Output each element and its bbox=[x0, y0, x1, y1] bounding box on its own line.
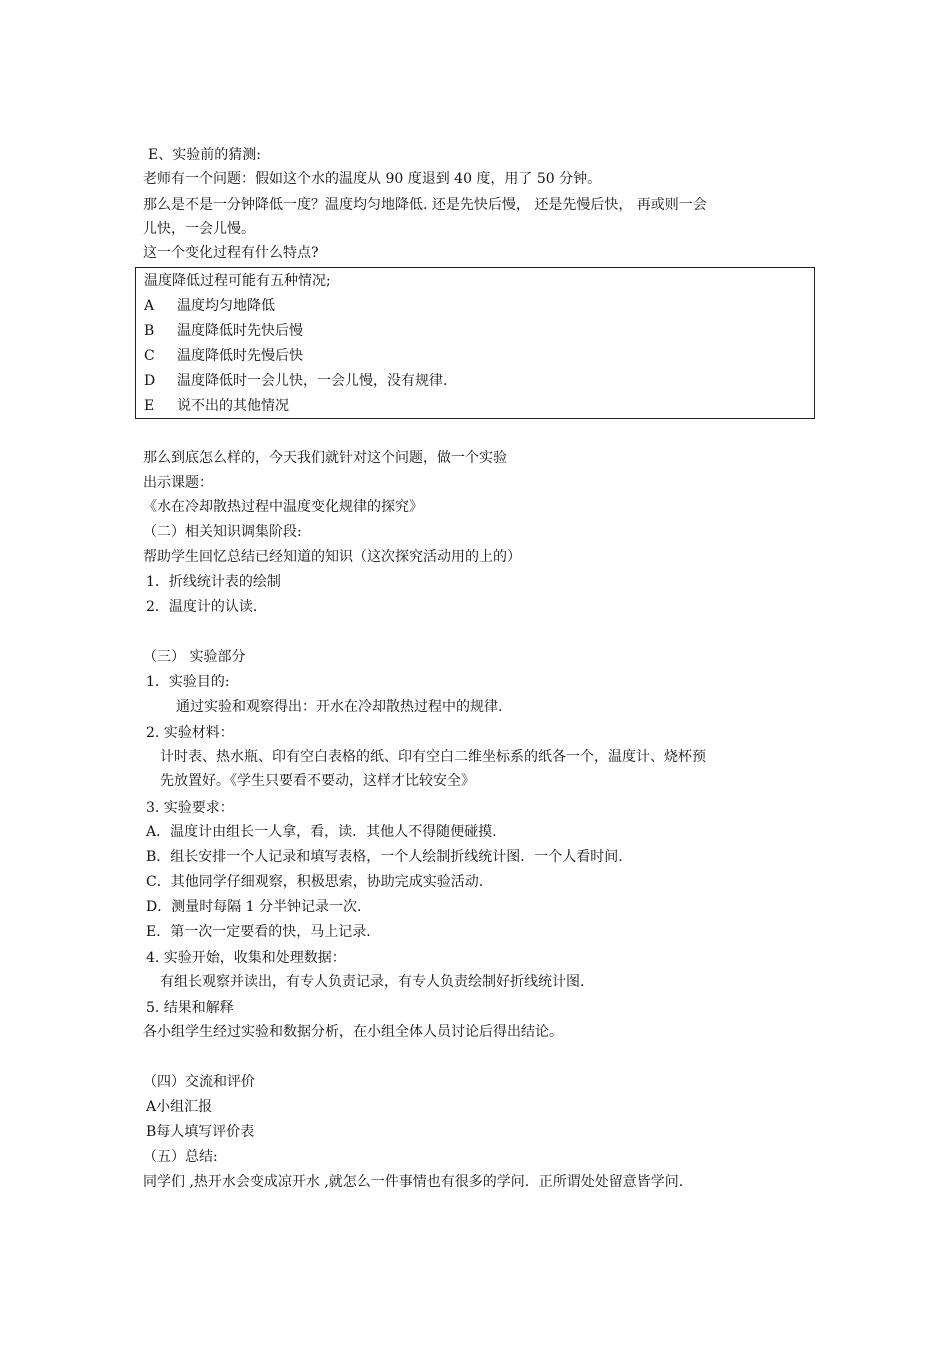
option-text: 温度均匀地降低 bbox=[177, 298, 275, 314]
option-text: 温度降低时一会儿快，一会儿慢，没有规律. bbox=[177, 373, 448, 389]
guess-line3a: 那么是不是一分钟降低一度？温度均匀地降低. 还是先快后慢， 还是先慢后快， 再或则一会 bbox=[143, 197, 707, 213]
section-3-item-2: 2. 实验材料： bbox=[146, 725, 234, 741]
section-2-intro: 帮助学生回忆总结已经知道的知识（这次探究活动用的上的） bbox=[143, 549, 521, 565]
option-text: 温度降低时先慢后快 bbox=[177, 348, 303, 364]
section-4-item-b: B每人填写评价表 bbox=[146, 1124, 255, 1140]
section-3-item-2-text-b: 先放置好。《学生只要看不要动，这样才比较安全》 bbox=[160, 773, 475, 789]
body-line-1: 那么到底怎么样的，今天我们就针对这个问题，做一个实验 bbox=[143, 450, 507, 466]
guess-question: 老师有一个问题：假如这个水的温度从 90 度退到 40 度，用了 50 分钟。 bbox=[143, 171, 602, 187]
requirement-c: C．其他同学仔细观察，积极思索，协助完成实验活动. bbox=[146, 874, 484, 890]
section-3-item-1: 1．实验目的: bbox=[146, 674, 230, 690]
section-2-item-2: 2．温度计的认读. bbox=[146, 599, 258, 615]
section-4-item-a: A小组汇报 bbox=[146, 1099, 213, 1115]
requirement-e: E．第一次一定要看的快，马上记录. bbox=[146, 924, 371, 940]
option-letter: D bbox=[144, 373, 156, 389]
section-3-item-4-text: 有组长观察并读出，有专人负责记录，有专人负责绘制好折线统计图. bbox=[160, 974, 585, 990]
option-text: 温度降低时先快后慢 bbox=[177, 323, 303, 339]
section-5-heading: （五）总结: bbox=[143, 1149, 218, 1165]
option-letter: B bbox=[144, 323, 155, 339]
requirement-a: A．温度计由组长一人拿，看，读．其他人不得随便碰摸. bbox=[146, 824, 497, 840]
section-3-item-5-text: 各小组学生经过实验和数据分析，在小组全体人员讨论后得出结论。 bbox=[143, 1024, 563, 1040]
option-letter: A bbox=[144, 298, 155, 314]
guess-line3b: 儿快，一会儿慢。 bbox=[143, 221, 255, 237]
guess-heading: E、实验前的猜测: bbox=[148, 147, 261, 163]
section-3-item-5: 5. 结果和解释 bbox=[146, 1000, 234, 1016]
guess-line4: 这一个变化过程有什么特点? bbox=[143, 245, 319, 261]
option-letter: E bbox=[144, 398, 155, 414]
section-2-item-1: 1．折线统计表的绘制 bbox=[146, 574, 281, 590]
section-4-heading: （四）交流和评价 bbox=[143, 1074, 255, 1090]
requirement-b: B．组长安排一个人记录和填写表格，一个人绘制折线统计图．一个人看时间. bbox=[146, 849, 623, 865]
body-line-2: 出示课题： bbox=[143, 475, 213, 491]
section-3-item-2-text-a: 计时表、热水瓶、印有空白表格的纸、印有空白二维坐标系的纸各一个，温度计、烧杯预 bbox=[160, 749, 706, 765]
section-3-item-3: 3. 实验要求： bbox=[146, 800, 234, 816]
section-3-item-4: 4. 实验开始，收集和处理数据： bbox=[146, 950, 346, 966]
section-3-heading: （三） 实验部分 bbox=[143, 649, 246, 665]
option-text: 说不出的其他情况 bbox=[177, 398, 289, 414]
option-letter: C bbox=[144, 348, 155, 364]
options-box bbox=[135, 267, 815, 419]
options-title: 温度降低过程可能有五种情况; bbox=[144, 273, 331, 289]
section-3-item-1-text: 通过实验和观察得出：开水在冷却散热过程中的规律. bbox=[176, 699, 503, 715]
section-2-heading: （二）相关知识调集阶段: bbox=[143, 524, 302, 540]
lesson-title: 《水在冷却散热过程中温度变化规律的探究》 bbox=[143, 499, 423, 515]
section-5-text: 同学们 ,热开水会变成凉开水 ,就怎么一件事情也有很多的学问．正所谓处处留意皆学问. bbox=[143, 1174, 684, 1190]
requirement-d: D．测量时每隔 1 分半钟记录一次. bbox=[146, 899, 362, 915]
